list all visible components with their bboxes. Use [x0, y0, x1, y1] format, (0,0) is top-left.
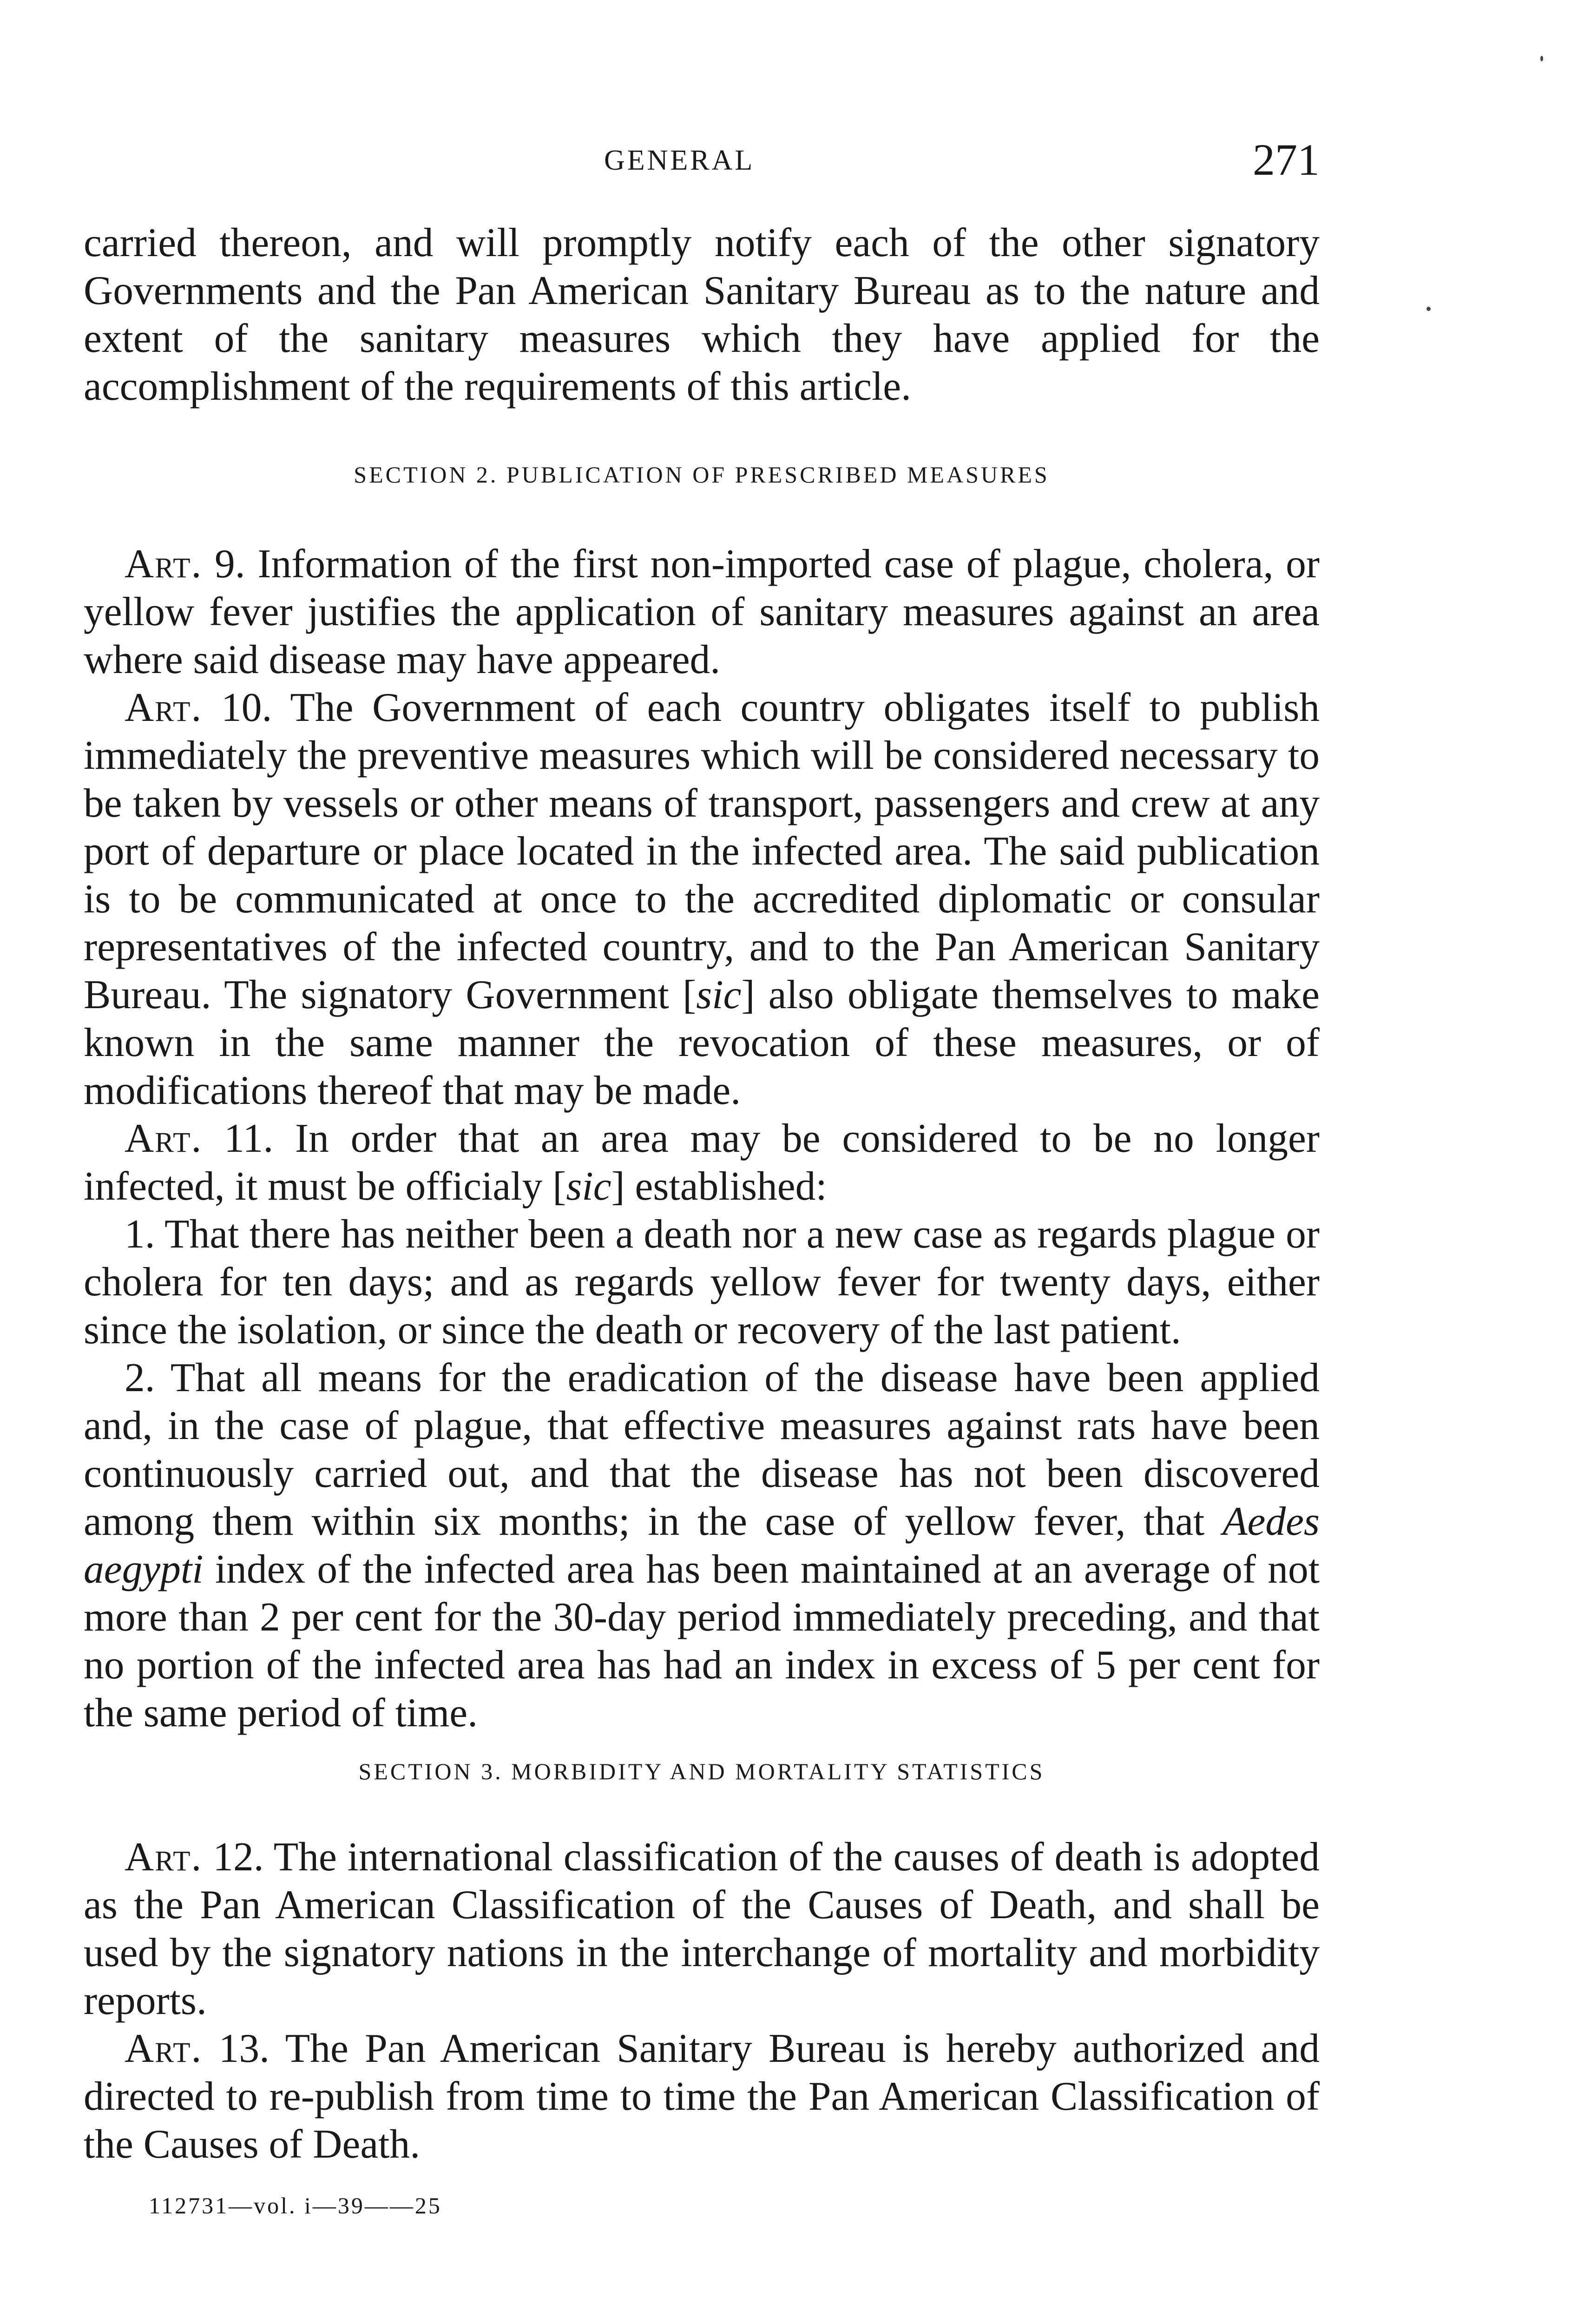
article-12-text: 12. The international classification of the causes of death is adopted as the Pan American Classification of the Causes of Death, and shall be used by the signatory nations in the interchange of mortality and morbidity reports. — [84, 1834, 1320, 2023]
article-12 — [84, 1833, 1320, 2024]
sic-annotation: sic — [696, 972, 742, 1017]
article-10 — [84, 683, 1320, 1114]
section-3-heading: SECTION 3. MORBIDITY AND MORTALITY STATISTICS — [358, 1758, 1045, 1784]
article-10-label: Art. — [125, 685, 203, 730]
ink-speck — [1540, 56, 1543, 61]
article-13-label: Art. — [125, 2026, 203, 2071]
article-12-label: Art. — [125, 1834, 203, 1879]
article-10-text-a: 10. The Government of each country obligates itself to publish immediately the preventive measures which will be considered necessary to be taken by vessels or other means of transport, passengers and crew at any port of departure or place located in the infected area. The said publication is to be communicated at once to the accredited diplomatic or consular representatives of the infected country, and to the Pan American Sanitary Bureau. The signatory Government [ — [84, 685, 1320, 1017]
page-body — [84, 218, 1320, 2230]
continuation-paragraph: carried thereon, and will promptly notify each of the other signatory Governments and the Pan American Sanitary Bureau as to the nature and extent of the sanitary measures which they have applied for the accomplishment of the requirements of this article. — [84, 220, 1320, 409]
species-name: Aedes aegypti — [84, 1499, 1320, 1591]
article-13 — [84, 2024, 1320, 2168]
sic-annotation: sic — [566, 1163, 611, 1208]
condition-item-1: 1. That there has neither been a death nor a new case as regards plague or cholera for ten days; and as regards yellow fever for twenty days, either since the isolation, or since the death or recovery of the last patient. — [84, 1211, 1320, 1352]
article-9 — [84, 540, 1320, 683]
section-2-heading: SECTION 2. PUBLICATION OF PRESCRIBED MEASURES — [354, 462, 1050, 488]
article-11-text-b: ] established: — [611, 1163, 827, 1208]
article-13-text: 13. The Pan American Sanitary Bureau is hereby authorized and directed to re-publish from time to time the Pan American Classification of the Causes of Death. — [84, 2026, 1320, 2166]
article-11-label: Art. — [125, 1116, 203, 1161]
printer-signature-line: 112731—vol. i—39——25 — [149, 2192, 442, 2218]
article-11-text-a: 11. In order that an area may be considered to be no longer infected, it must be officialy [ — [84, 1116, 1320, 1208]
article-10-text-b: ] also obligate themselves to make known in the same manner the revocation of these measures, or of modifications thereof that may be made. — [84, 972, 1320, 1113]
article-9-label: Art. — [125, 541, 203, 586]
condition-item-2 — [84, 1353, 1320, 1736]
page-number: 271 — [1253, 135, 1320, 185]
page-header — [84, 134, 1320, 185]
article-9-text: 9. Information of the first non-imported case of plague, cholera, or yellow fever justifies the application of sanitary measures against an area where said disease may have appeared. — [84, 541, 1320, 682]
running-head: GENERAL — [604, 145, 755, 176]
condition-item-2-text-a: 2. That all means for the eradication of the disease have been applied and, in the case of plague, that effective measures against rats have been continuously carried out, and that the disease has not been discovered among them within six months; in the case of yellow fever, that — [84, 1355, 1320, 1544]
condition-item-2-text-b: index of the infected area has been maintained at an average of not more than 2 per cent for the 30-day period immediately preceding, and that no portion of the infected area has had an index in excess of 5 per cent for the same period of time. — [84, 1546, 1320, 1735]
ink-speck — [1426, 307, 1431, 311]
article-11 — [84, 1114, 1320, 1210]
